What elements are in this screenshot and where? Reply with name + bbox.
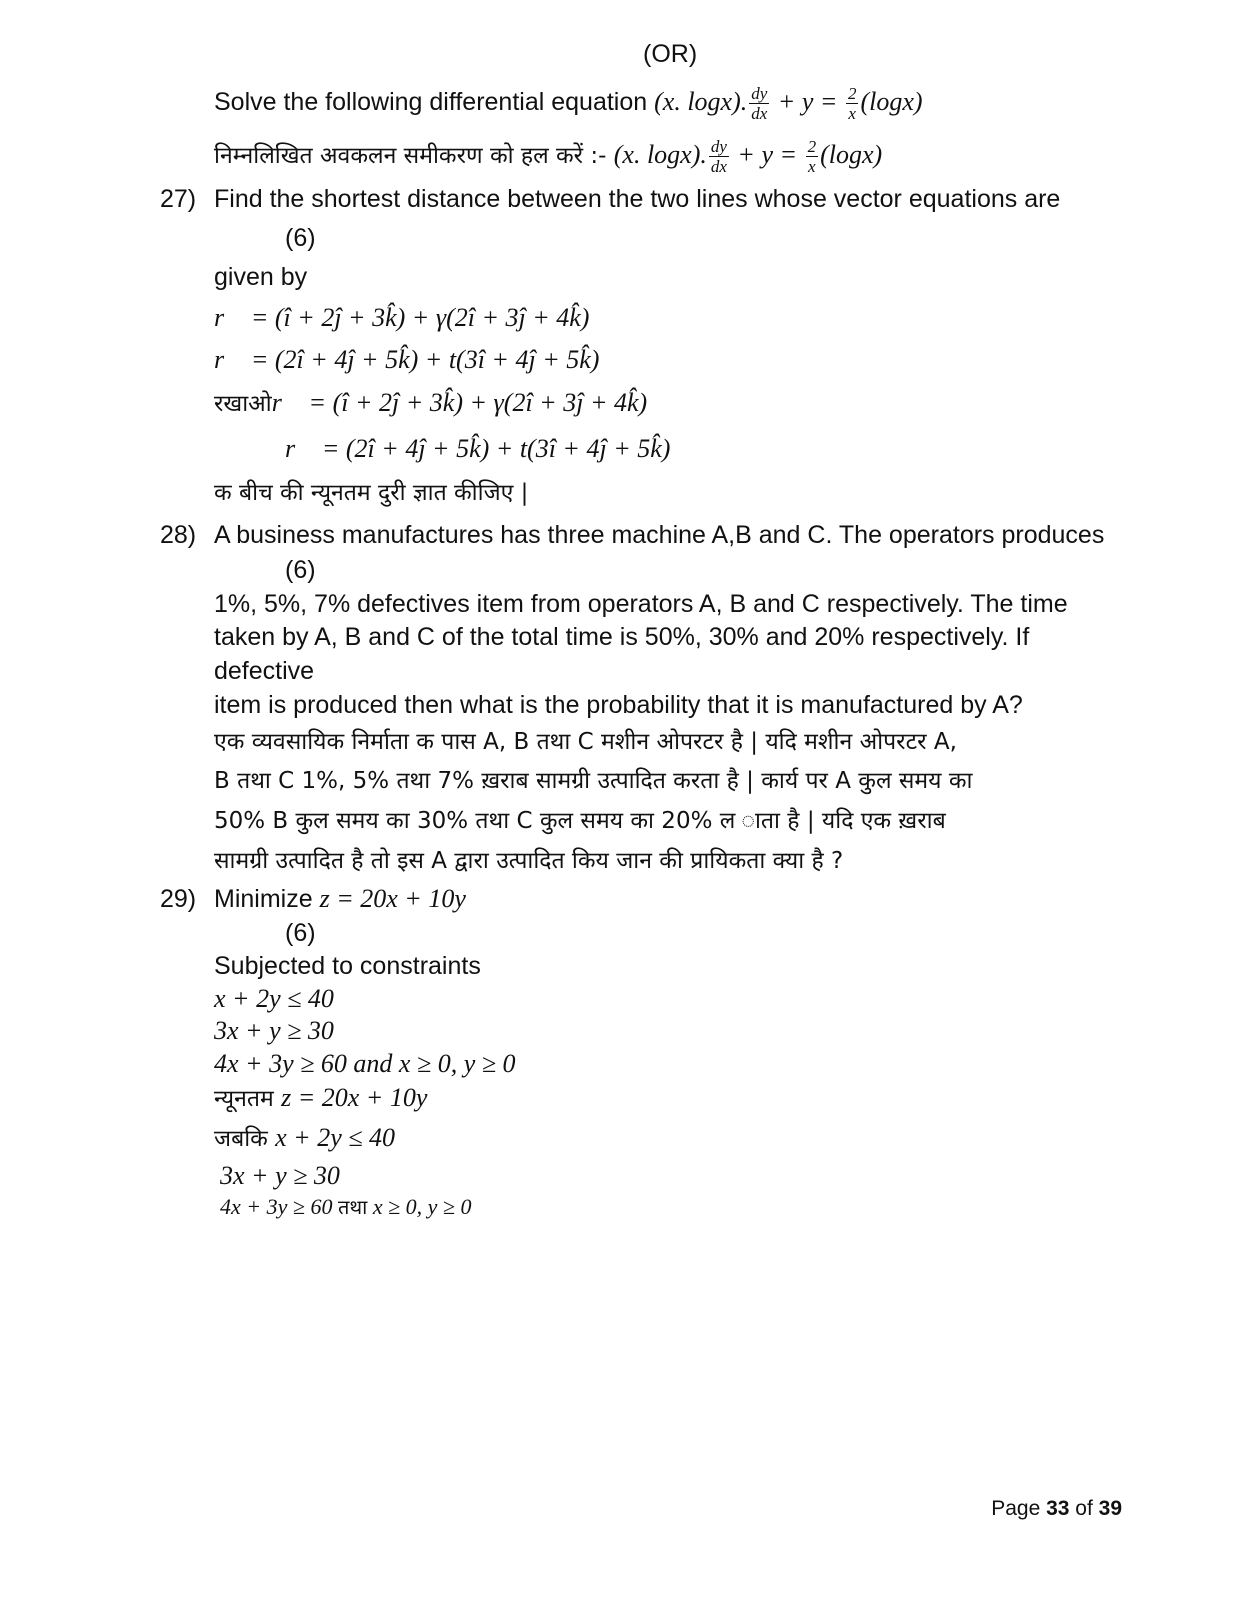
q29-line1-math: z = 20x + 10y <box>319 884 466 913</box>
q29-hi4-math-a: 4x + 3y ≥ 60 <box>220 1194 338 1219</box>
q27-hi-prefix: रखाओ <box>214 391 272 417</box>
q28-marks: (6) <box>285 556 316 584</box>
q27-marks: (6) <box>285 224 316 252</box>
frac-num: dy <box>751 84 768 103</box>
q29-hi4-math-b: x ≥ 0, y ≥ 0 <box>367 1194 472 1219</box>
q29-hi2-math: x + 2y ≤ 40 <box>275 1123 396 1152</box>
q26-frac-dydx <box>749 84 769 123</box>
q26-eq-mid: + y = <box>771 87 844 117</box>
q27-number: 27) <box>160 185 197 213</box>
page-label: Page <box>991 1497 1047 1520</box>
q29-hi3: 3x + y ≥ 30 <box>220 1161 340 1190</box>
or-heading: (OR) <box>643 40 698 68</box>
frac-den: x <box>808 157 816 176</box>
frac-num: 2 <box>847 84 857 103</box>
q26-eq-right: (logx) <box>860 87 923 117</box>
q26-eq-left: (x. logx). <box>654 87 748 117</box>
q29-line1 <box>214 884 466 914</box>
q28-line1: A business manufactures has three machine A,B and C. The operators produces <box>214 521 1105 549</box>
q28-hi3: 50% B कुल समय का 30% तथा C कुल समय का 20% ल ाता है | यदि एक ख़राब <box>214 808 946 834</box>
q28-line3: taken by A, B and C of the total time is 50%, 30% and 20% respectively. If <box>214 623 1030 651</box>
q29-hi1-math: z = 20x + 10y <box>281 1083 428 1112</box>
q28-number: 28) <box>160 521 197 549</box>
frac-den: dx <box>751 104 768 123</box>
q27-hi-eq2: r⃗ = (2î + 4ĵ + 5k̂) + t(3î + 4ĵ + 5k̂) <box>285 434 671 463</box>
q27-hi-eq1-line <box>214 388 647 419</box>
q26-hi-eq-left: (x. logx). <box>613 140 707 170</box>
frac-den: dx <box>710 157 727 176</box>
q29-number: 29) <box>160 885 197 913</box>
q26-hi-eq-mid: + y = <box>730 140 804 170</box>
q29-c3: 4x + 3y ≥ 60 and x ≥ 0, y ≥ 0 <box>214 1049 516 1078</box>
q28-line5: item is produced then what is the probability that it is manufactured by A? <box>214 691 1023 719</box>
frac-num: 2 <box>807 137 817 156</box>
page-number: 33 <box>1046 1497 1070 1520</box>
q27-line1: Find the shortest distance between the two lines whose vector equations are <box>214 185 1061 213</box>
q29-hi1-text: न्यूनतम <box>214 1086 282 1112</box>
q29-hi2-text: जबकि <box>214 1126 276 1152</box>
q27-line2: given by <box>214 263 308 291</box>
q29-c2: 3x + y ≥ 30 <box>214 1016 334 1045</box>
q29-hi2 <box>214 1123 395 1154</box>
q29-line2: Subjected to constraints <box>214 952 481 980</box>
frac-den: x <box>848 104 856 123</box>
q28-line4: defective <box>214 657 315 685</box>
page-footer <box>991 1497 1122 1521</box>
q26-hi-eq-right: (logx) <box>820 140 883 170</box>
q26-or-hindi <box>214 137 882 176</box>
q28-hi2: B तथा C 1%, 5% तथा 7% ख़राब सामग्री उत्पादित करता है | कार्य पर A कुल समय का <box>214 768 973 794</box>
q27-eq2: r⃗ = (2î + 4ĵ + 5k̂) + t(3î + 4ĵ + 5k̂) <box>214 345 600 374</box>
q26-frac-2x <box>846 84 859 123</box>
q29-hi1 <box>214 1083 427 1114</box>
of-label: of <box>1069 1497 1099 1520</box>
page-total: 39 <box>1098 1497 1122 1520</box>
q27-eq1: r⃗ = (î + 2ĵ + 3k̂) + γ(2î + 3ĵ + 4k̂) <box>214 303 590 332</box>
q29-line1-text: Minimize <box>214 885 320 913</box>
q27-hi-eq1: r⃗ = (î + 2ĵ + 3k̂) + γ(2î + 3ĵ + 4k̂) <box>271 388 648 417</box>
q29-hi4-text: तथा <box>337 1195 368 1219</box>
q29-marks: (6) <box>285 919 316 947</box>
q27-hi-line: क बीच की न्यूनतम दुरी ज्ञात कीजिए | <box>214 480 529 506</box>
q28-hi1: एक व्यवसायिक निर्माता क पास A, B तथा C मशीन ओपरटर है | यदि मशीन ओपरटर A, <box>214 729 957 755</box>
q26-hi-text: निम्नलिखित अवकलन समीकरण को हल करें :- <box>214 143 614 170</box>
q26-hi-frac-2x <box>806 137 819 176</box>
q26-en-text: Solve the following differential equation <box>214 88 655 117</box>
q26-hi-frac-dydx <box>709 137 729 176</box>
q29-hi4 <box>220 1192 472 1223</box>
q29-c1: x + 2y ≤ 40 <box>214 984 334 1013</box>
q26-or-english <box>214 84 923 123</box>
frac-num: dy <box>710 137 727 156</box>
q28-line2: 1%, 5%, 7% defectives item from operators A, B and C respectively. The time <box>214 590 1068 618</box>
q28-hi4: सामग्री उत्पादित है तो इस A द्वारा उत्पादित किय जान की प्रायिकता क्या है ? <box>214 848 844 874</box>
